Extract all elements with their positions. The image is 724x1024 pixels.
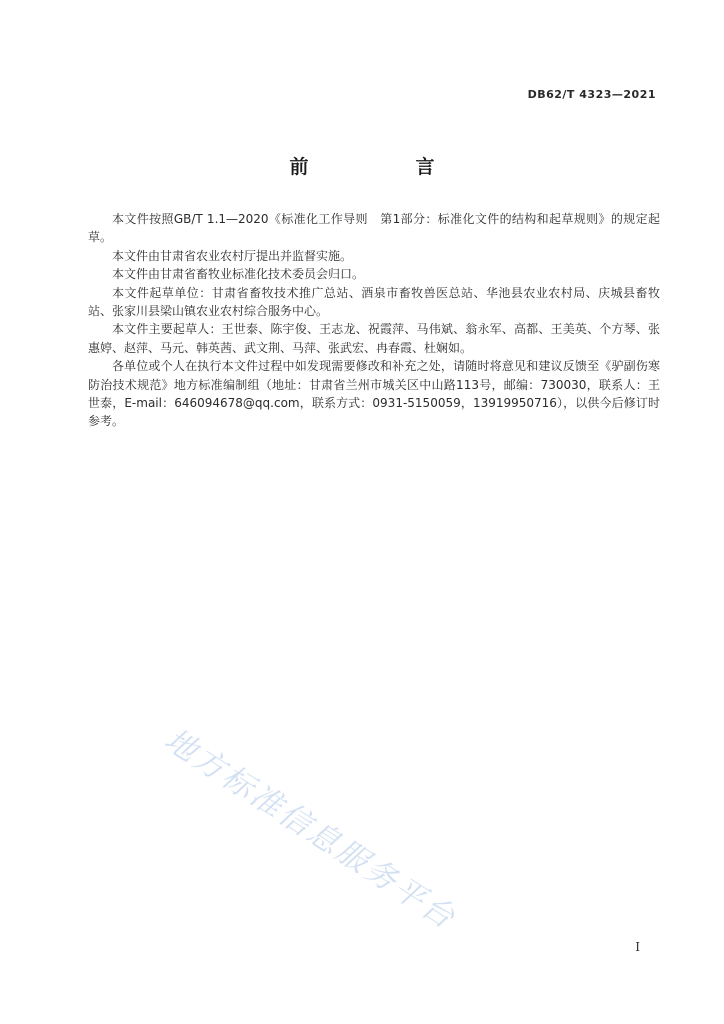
standard-code: DB62/T 4323—2021 xyxy=(527,88,656,101)
watermark: 地方标准信息服务平台 xyxy=(158,721,463,938)
page-number: I xyxy=(635,940,640,954)
paragraph-drafting-units: 本文件起草单位：甘肃省畜牧技术推广总站、酒泉市畜牧兽医总站、华池县农业农村局、庆城县畜牧站、张家川县梁山镇农业农村综合服务中心。 xyxy=(88,285,660,319)
paragraph-drafting-rules: 本文件按照GB/T 1.1—2020《标准化工作导则 第1部分：标准化文件的结构和起草规则》的规定起草。 xyxy=(88,212,660,245)
paragraph-feedback-contact: 各单位或个人在执行本文件过程中如发现需要修改和补充之处，请随时将意见和建议反馈至《驴副伤寒防治技术规范》地方标准编制组（地址：甘肃省兰州市城关区中山路113号，邮编：730030，联系人：王世泰，E-mail：646094678@qq.com，联系方式：0931-5150059，13919950716），以供今后修订时参考。 xyxy=(88,359,660,429)
paragraph-centralized-by: 本文件由甘肃省畜牧业标准化技术委员会归口。 xyxy=(112,267,365,282)
paragraph-drafters: 本文件主要起草人：王世泰、陈宇俊、王志龙、祝霞萍、马伟斌、翁永军、高都、王美英、个方琴、张惠婷、赵萍、马元、韩英茜、武文荆、马萍、张武宏、冉春霞、杜娴如。 xyxy=(88,322,660,355)
page-title: 前 言 xyxy=(289,156,479,178)
paragraph-proposer: 本文件由甘肃省农业农村厅提出并监督实施。 xyxy=(112,248,353,263)
foreword-body xyxy=(88,210,660,431)
